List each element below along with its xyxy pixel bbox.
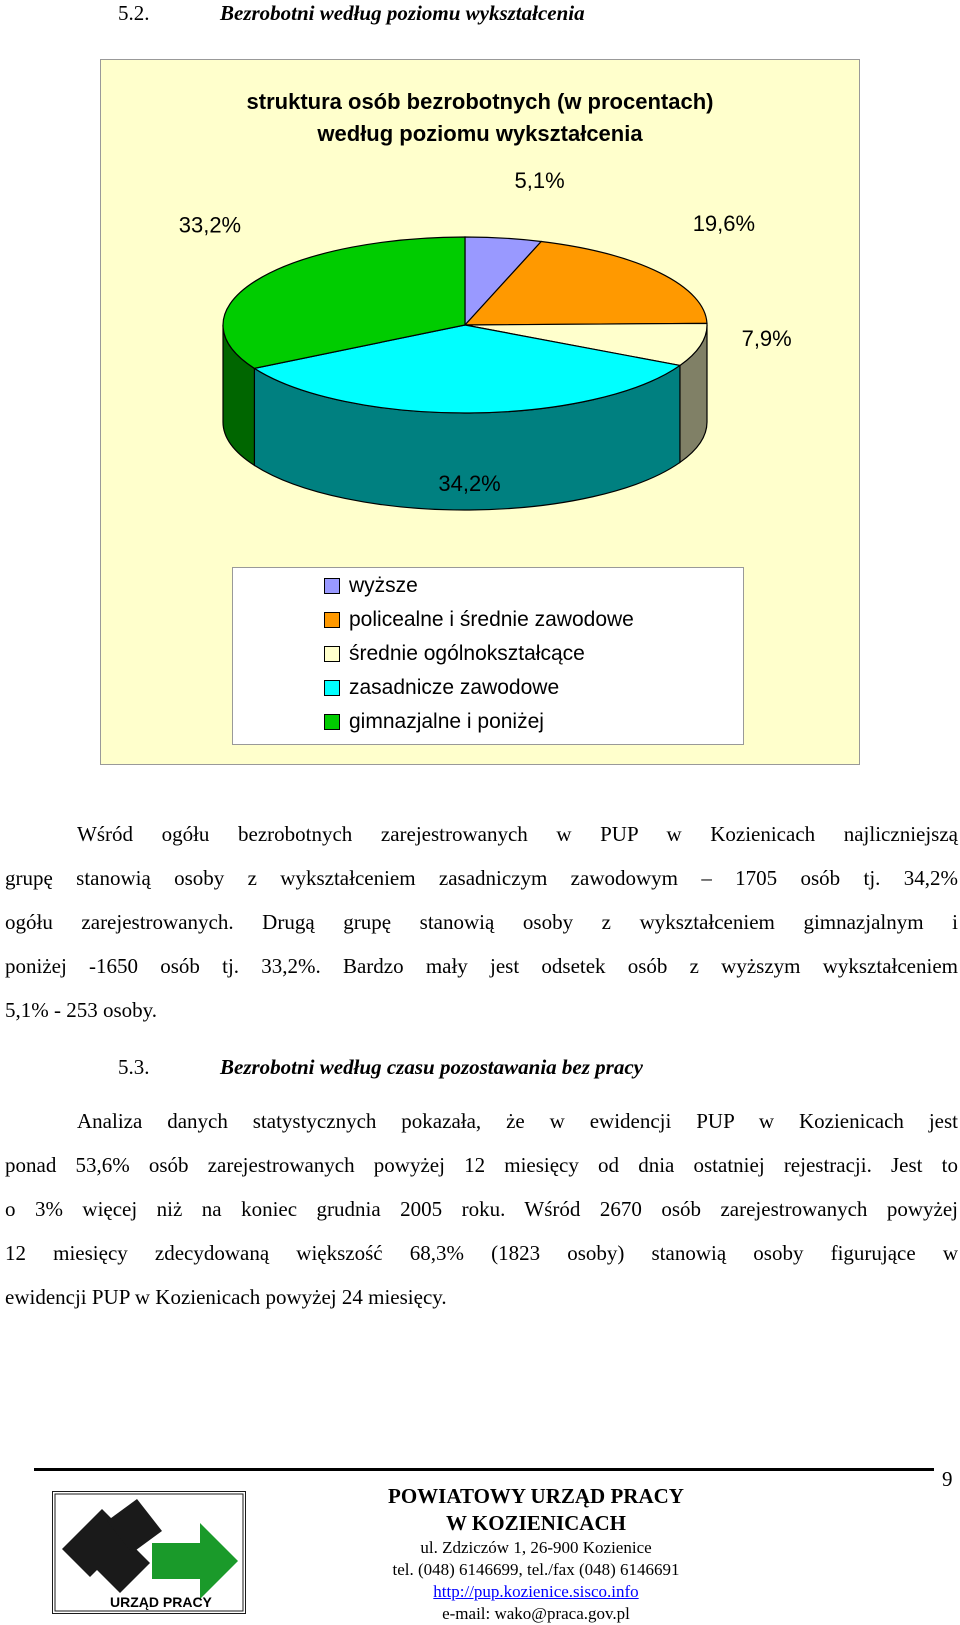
section-number: 5.2. [118,1,150,25]
paragraph-line: grupę stanowią osoby z wykształceniem zasadniczym zawodowym – 1705 osób tj. 34,2% [5,866,958,890]
office-name: POWIATOWY URZĄD PRACY [388,1484,684,1508]
legend-label: zasadnicze zawodowe [349,676,560,699]
legend-label: policealne i średnie zawodowe [349,608,634,631]
footer-contact [320,1483,752,1625]
pie-data-label: 5,1% [514,168,565,194]
paragraph-education [5,812,958,1032]
office-logo [52,1491,246,1614]
chart-title-line-1: struktura osób bezrobotnych (w procentach) [246,89,714,114]
legend-swatch [324,680,340,696]
chart-legend [232,567,744,745]
office-email: e-mail: wako@praca.gov.pl [442,1604,630,1623]
paragraph-line: ponad 53,6% osób zarejestrowanych powyżej 12 miesięcy od dnia ostatniej rejestracji. Jest to [5,1153,958,1177]
paragraph-line: Analiza danych statystycznych pokazała, że w ewidencji PUP w Kozienicach jest [77,1109,958,1133]
pie-data-label: 19,6% [692,210,756,236]
paragraph-duration [5,1099,958,1319]
legend-label: średnie ogólnokształcące [349,642,585,665]
office-website-link[interactable]: http://pup.kozienice.sisco.info [433,1582,639,1601]
legend-label: gimnazjalne i poniżej [349,710,544,733]
pie-data-label: 33,2% [178,212,242,238]
office-city: W KOZIENICACH [446,1511,626,1535]
section-title: Bezrobotni według poziomu wykształcenia [220,1,585,25]
pie-data-label: 7,9% [741,326,792,352]
legend-item [324,639,585,669]
paragraph-line: Wśród ogółu bezrobotnych zarejestrowanych w PUP w Kozienicach najliczniejszą [77,822,958,846]
footer-divider [34,1468,934,1471]
legend-swatch [324,612,340,628]
legend-swatch [324,714,340,730]
legend-item [324,707,544,737]
office-address: ul. Zdziczów 1, 26-900 Kozienice [420,1538,652,1557]
paragraph-line: 12 miesięcy zdecydowaną większość 68,3% (1823 osoby) stanowią osoby figurujące w [5,1241,958,1265]
paragraph-line: poniżej -1650 osób tj. 33,2%. Bardzo mały jest odsetek osób z wyższym wykształceniem [5,954,958,978]
legend-item [324,571,418,601]
section-number: 5.3. [118,1055,150,1079]
paragraph-line: ewidencji PUP w Kozienicach powyżej 24 miesięcy. [5,1285,447,1309]
logo-text: URZĄD PRACY [110,1594,212,1610]
page-number: 9 [942,1467,953,1491]
legend-label: wyższe [349,574,418,597]
pie-data-label: 34,2% [438,470,501,496]
paragraph-line: 5,1% - 253 osoby. [5,998,158,1022]
section-title: Bezrobotni według czasu pozostawania bez pracy [220,1055,643,1079]
legend-item [324,605,634,635]
paragraph-line: ogółu zarejestrowanych. Drugą grupę stanowią osoby z wykształceniem gimnazjalnym i [5,910,958,934]
legend-swatch [324,578,340,594]
pie-chart [100,59,860,765]
office-phone: tel. (048) 6146699, tel./fax (048) 6146691 [392,1560,680,1579]
paragraph-line: o 3% więcej niż na koniec grudnia 2005 roku. Wśród 2670 osób zarejestrowanych powyżej [5,1197,958,1221]
legend-swatch [324,646,340,662]
chart-title-line-2: według poziomu wykształcenia [317,121,643,146]
legend-item [324,673,559,703]
